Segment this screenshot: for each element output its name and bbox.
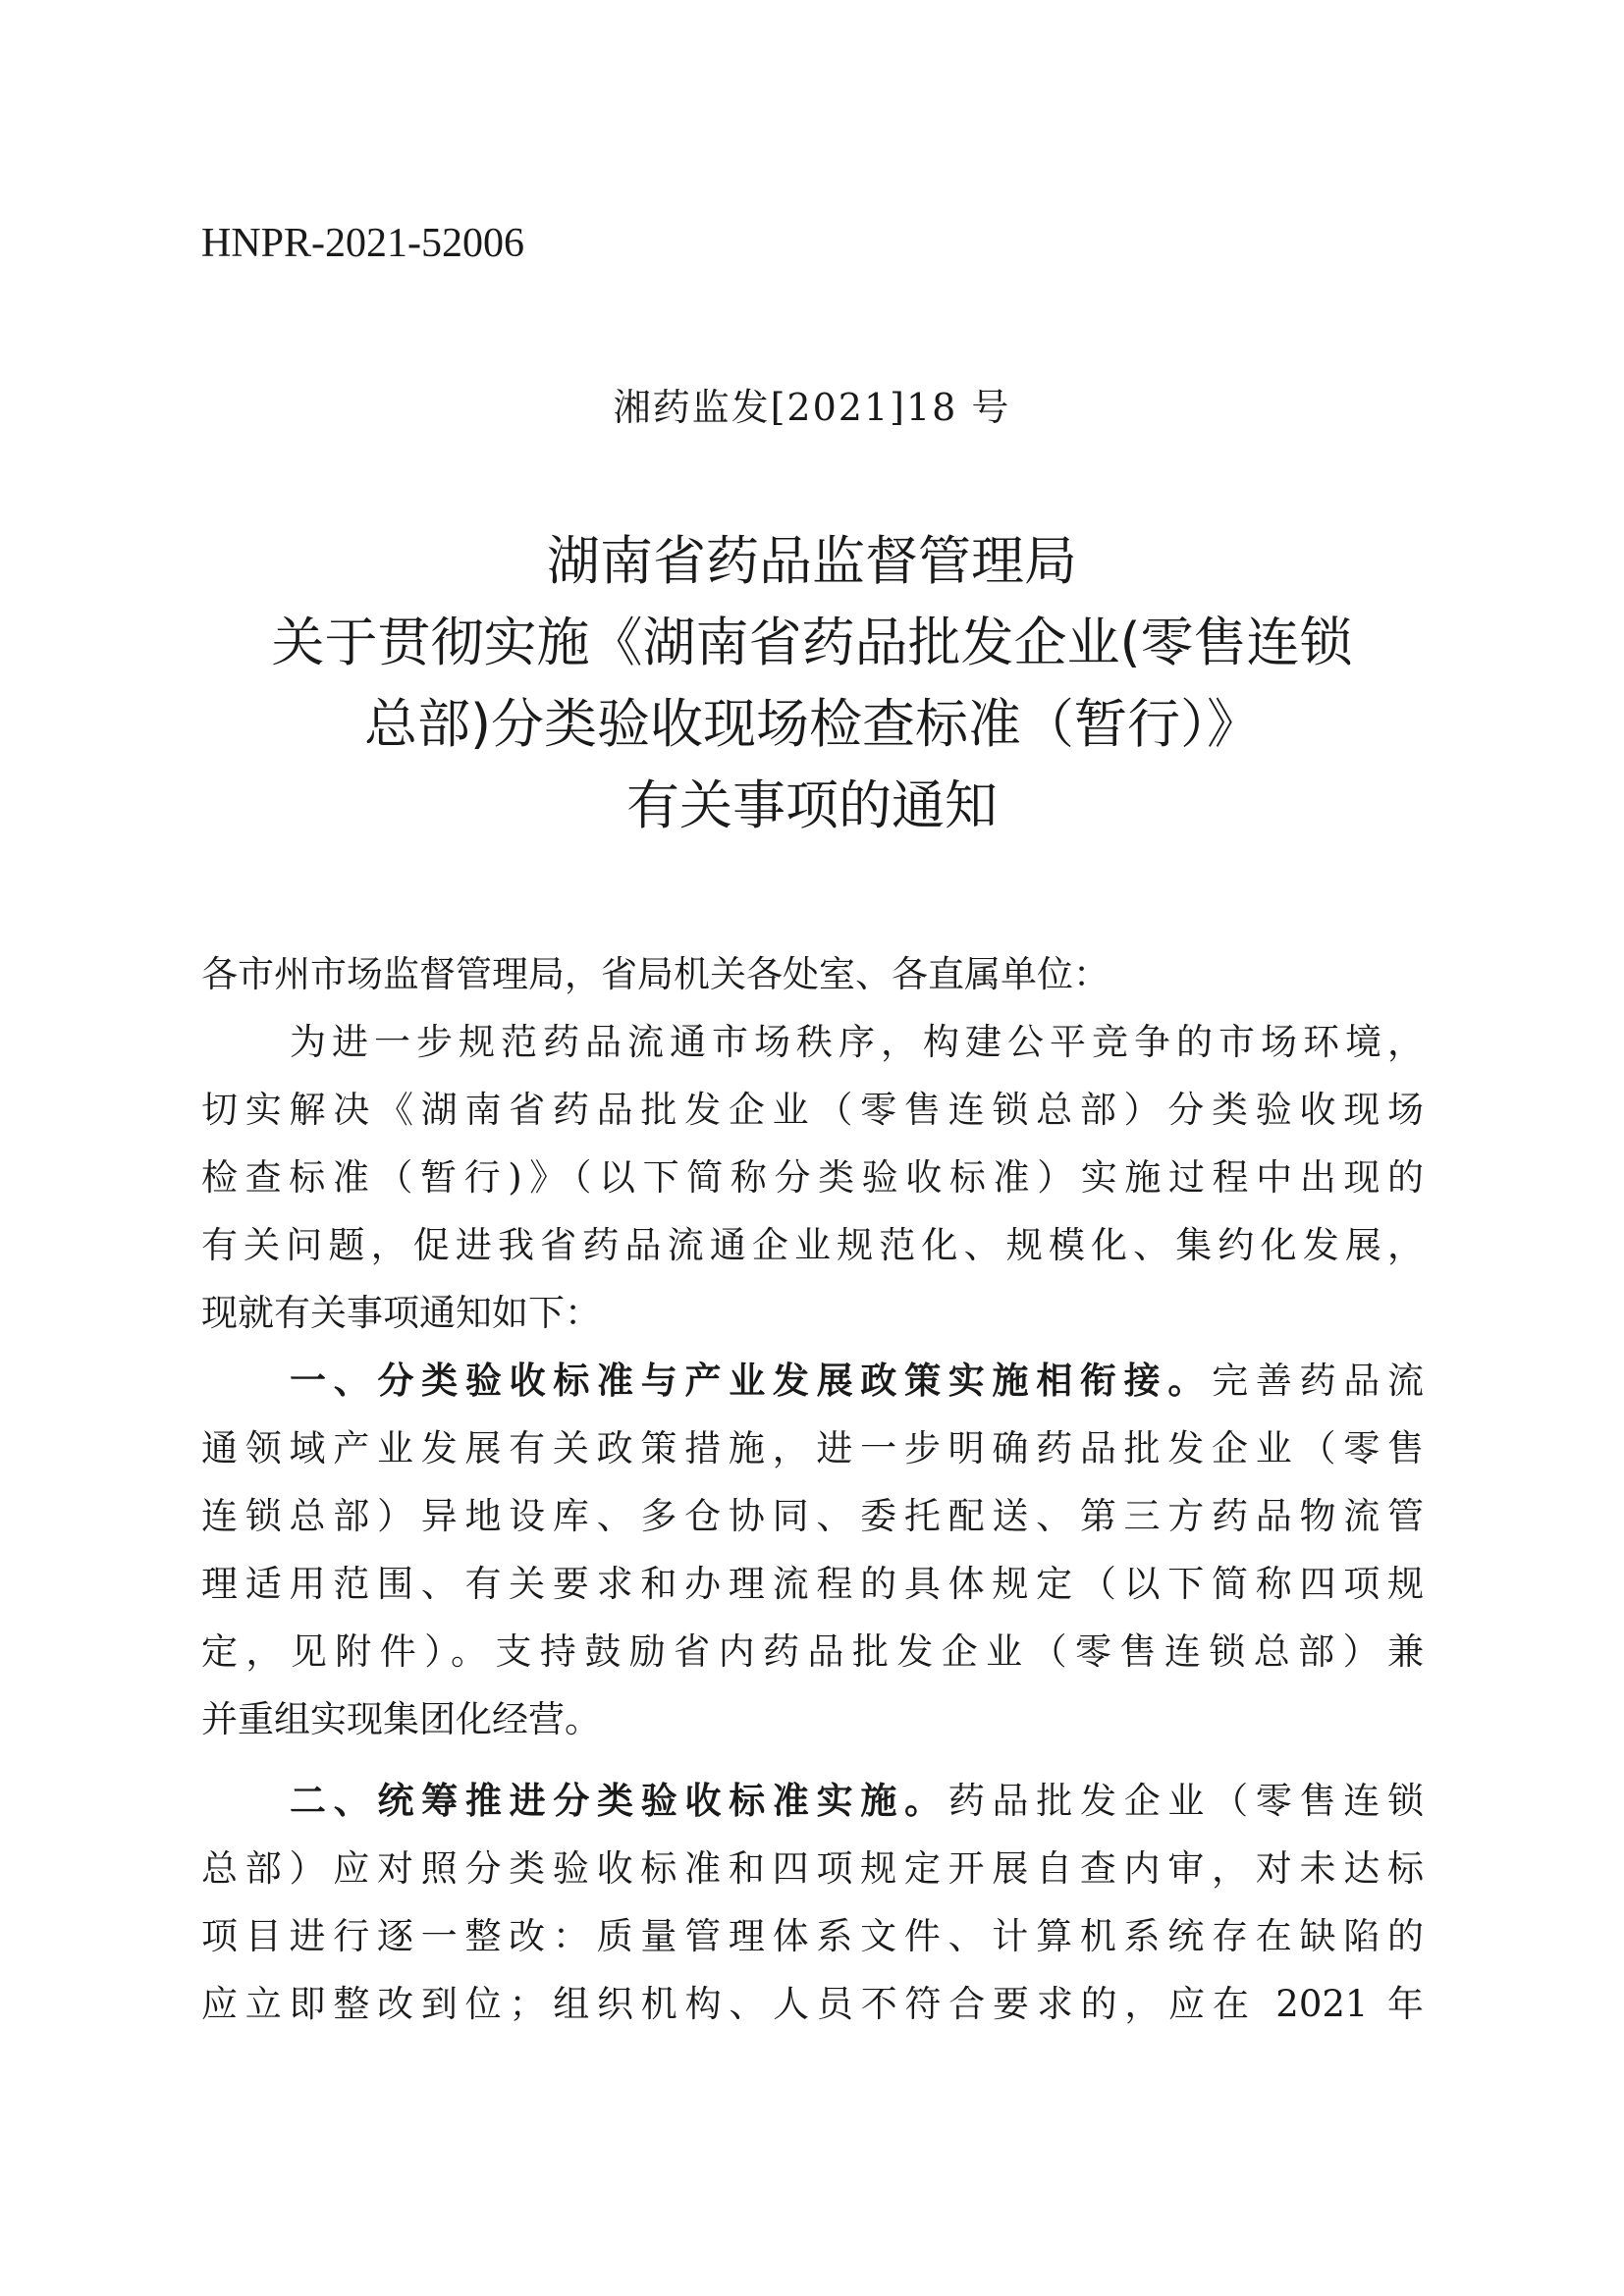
document-number: 湘药监发[2021]18 号 xyxy=(613,386,1011,429)
intro-line: 检查标准（暂行)》（以下简称分类验收标准）实施过程中出现的 xyxy=(201,1156,1424,1199)
section-1-line: 定，见附件）。支持鼓励省内药品批发企业（零售连锁总部）兼 xyxy=(201,1630,1424,1673)
section-1-line: 并重组实现集团化经营。 xyxy=(201,1698,601,1740)
salutation xyxy=(201,940,1424,1008)
section-1-line: 理适用范围、有关要求和办理流程的具体规定（以下简称四项规 xyxy=(201,1563,1424,1605)
section-2-paragraph xyxy=(201,1767,1424,2038)
document-code: HNPR-2021-52006 xyxy=(201,221,525,266)
title-line-2: 关于贯彻实施《湖南省药品批发企业(零售连锁 xyxy=(271,612,1353,673)
intro-line: 为进一步规范药品流通市场秩序，构建公平竞争的市场环境， xyxy=(290,1021,1424,1063)
section-2-first-line xyxy=(201,1767,1424,1835)
intro-line: 现就有关事项通知如下： xyxy=(201,1292,601,1334)
section-2-heading: 二、统筹推进分类验收标准实施。 xyxy=(290,1780,948,1822)
document-title xyxy=(196,520,1428,846)
paragraph-gap xyxy=(201,1753,1424,1767)
title-line-1: 湖南省药品监督管理局 xyxy=(547,530,1077,592)
section-1-heading: 一、分类验收标准与产业发展政策实施相衔接。 xyxy=(290,1360,1213,1402)
section-1-line: 连锁总部）异地设库、多仓协同、委托配送、第三方药品物流管 xyxy=(201,1495,1424,1537)
section-1-paragraph xyxy=(201,1347,1424,1753)
section-1-first-line xyxy=(201,1347,1424,1415)
section-1-line: 通领域产业发展有关政策措施，进一步明确药品批发企业（零售 xyxy=(201,1427,1424,1469)
intro-line: 切实解决《湖南省药品批发企业（零售连锁总部）分类验收现场 xyxy=(201,1089,1424,1131)
section-2-line: 应立即整改到位；组织机构、人员不符合要求的，应在 2021 年 xyxy=(201,1983,1424,2025)
intro-line: 有关问题，促进我省药品流通企业规范化、规模化、集约化发展， xyxy=(201,1224,1424,1266)
section-1-first-line-rest: 完善药品流 xyxy=(1212,1360,1425,1402)
document-body xyxy=(201,940,1424,2038)
section-2-line: 总部）应对照分类验收标准和四项规定开展自查内审，对未达标 xyxy=(201,1847,1424,1890)
title-line-3: 总部)分类验收现场检查标准（暂行）》 xyxy=(363,693,1261,755)
section-2-line: 项目进行逐一整改：质量管理体系文件、计算机系统存在缺陷的 xyxy=(201,1915,1424,1957)
intro-paragraph xyxy=(201,1008,1424,1347)
section-2-first-line-rest: 药品批发企业（零售连锁 xyxy=(947,1780,1425,1822)
salutation-text: 各市州市场监督管理局，省局机关各处室、各直属单位： xyxy=(201,953,1110,995)
title-line-4: 有关事项的通知 xyxy=(626,774,998,836)
